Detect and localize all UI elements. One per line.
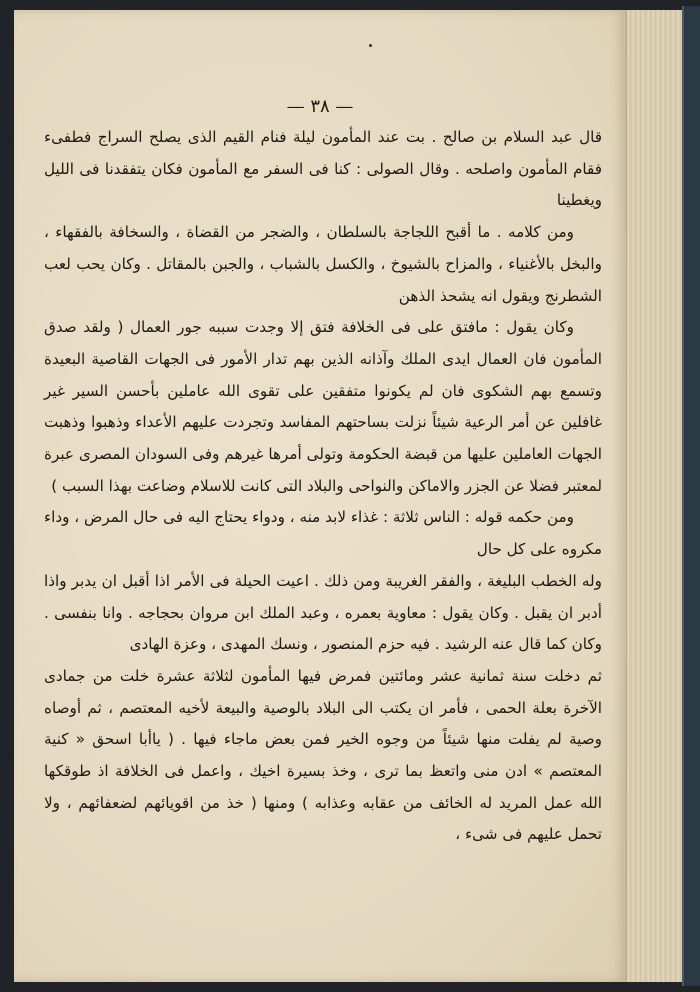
page-sheet <box>14 10 626 982</box>
paragraph: قال عبد السلام بن صالح . بت عند المأمون ليلة فنام القيم الذى يصلح السراج فطفىء فقام المأمون واصلحه . وقال الصولى : كنا فى السفر مع المأمون فكان يتفقدنا فى الليل ويغطينا <box>44 128 602 210</box>
paragraph: ثم دخلت سنة ثمانية عشر ومائتين فمرض فيها المأمون لثلاثة عشرة خلت من جمادى الآخرة بعلة الحمى ، فأمر ان يكتب الى البلاد بالوصية والبيعة لأخيه المعتصم ، ثم أوصاه وصية لم يفلت منها شيئاً من وجوه الخير فمن بعض ماجاء فيها . ( ياأبا اسحق « كنية المعتصم » ادن منى واتعظ بما ترى ، وخذ بسيرة اخيك ، واعمل فى الخلافة اذ طوقكها الله عمل المريد له الخائف من عقابه وعذابه ) ومنها ( خذ من اقويائهم لضعفائهم ، ولا تحمل عليهم فى شىء ، <box>44 666 602 844</box>
paragraph: وله الخطب البليغة ، والفقر الغريبة ومن ذلك . اعيت الحيلة فى الأمر اذا أقبل ان يدبر واذا أدبر ان يقبل . وكان يقول : معاوية بعمره ، وعبد الملك ابن مروان بحجاجه . وانا بنفسى . وكان كما قال عنه الرشيد . فيه حزم المنصور ، ونسك المهدى ، وعزة الهادى <box>44 571 602 654</box>
page-edges <box>626 10 683 982</box>
paragraph: وكان يقول : مافتق على فى الخلافة فتق إلا وجدت سببه جور العمال ( ولقد صدق المأمون فان العمال ايدى الملك وآذانه الذين بهم تدار الأمور فى الجهات القاصية البعيدة وتسمع بهم الشكوى فان لم يكونوا متفقين على تقوى الله عاملين بأحسن السير غير غافلين عن أمر الرعية شيئاً نزلت بساحتهم المفاسد وتجردت عليهم الأعداء وذهبوا وذهبت الجهات العاملين عليها من قبضة الحكومة وتولى أمرها غيرهم وفى السودان المصرى عبرة لمعتبر فضلا عن الجزر والاماكن والنواحى والبلاد التى كانت للاسلام وضاعت بهذا السبب ) <box>44 318 602 495</box>
paragraph: ومن كلامه . ما أقبح اللجاجة بالسلطان ، والضجر من القضاة ، والسخافة بالفقهاء ، والبخل بالأغنياء ، والمزاح بالشيوخ ، والكسل بالشباب ، والجبن بالمقاتل . وكان يحب لعب الشطرنج ويقول انه يشحذ الذهن <box>44 223 602 305</box>
body-text <box>44 122 602 851</box>
paragraph: ومن حكمه قوله : الناس ثلاثة : غذاء لابد منه ، ودواء يحتاج اليه فى حال المرض ، وداء مكروه على كل حال <box>44 508 602 559</box>
book-cover-edge <box>682 6 700 986</box>
ink-dot <box>369 44 372 47</box>
page-number: — ٣٨ — <box>286 96 354 117</box>
